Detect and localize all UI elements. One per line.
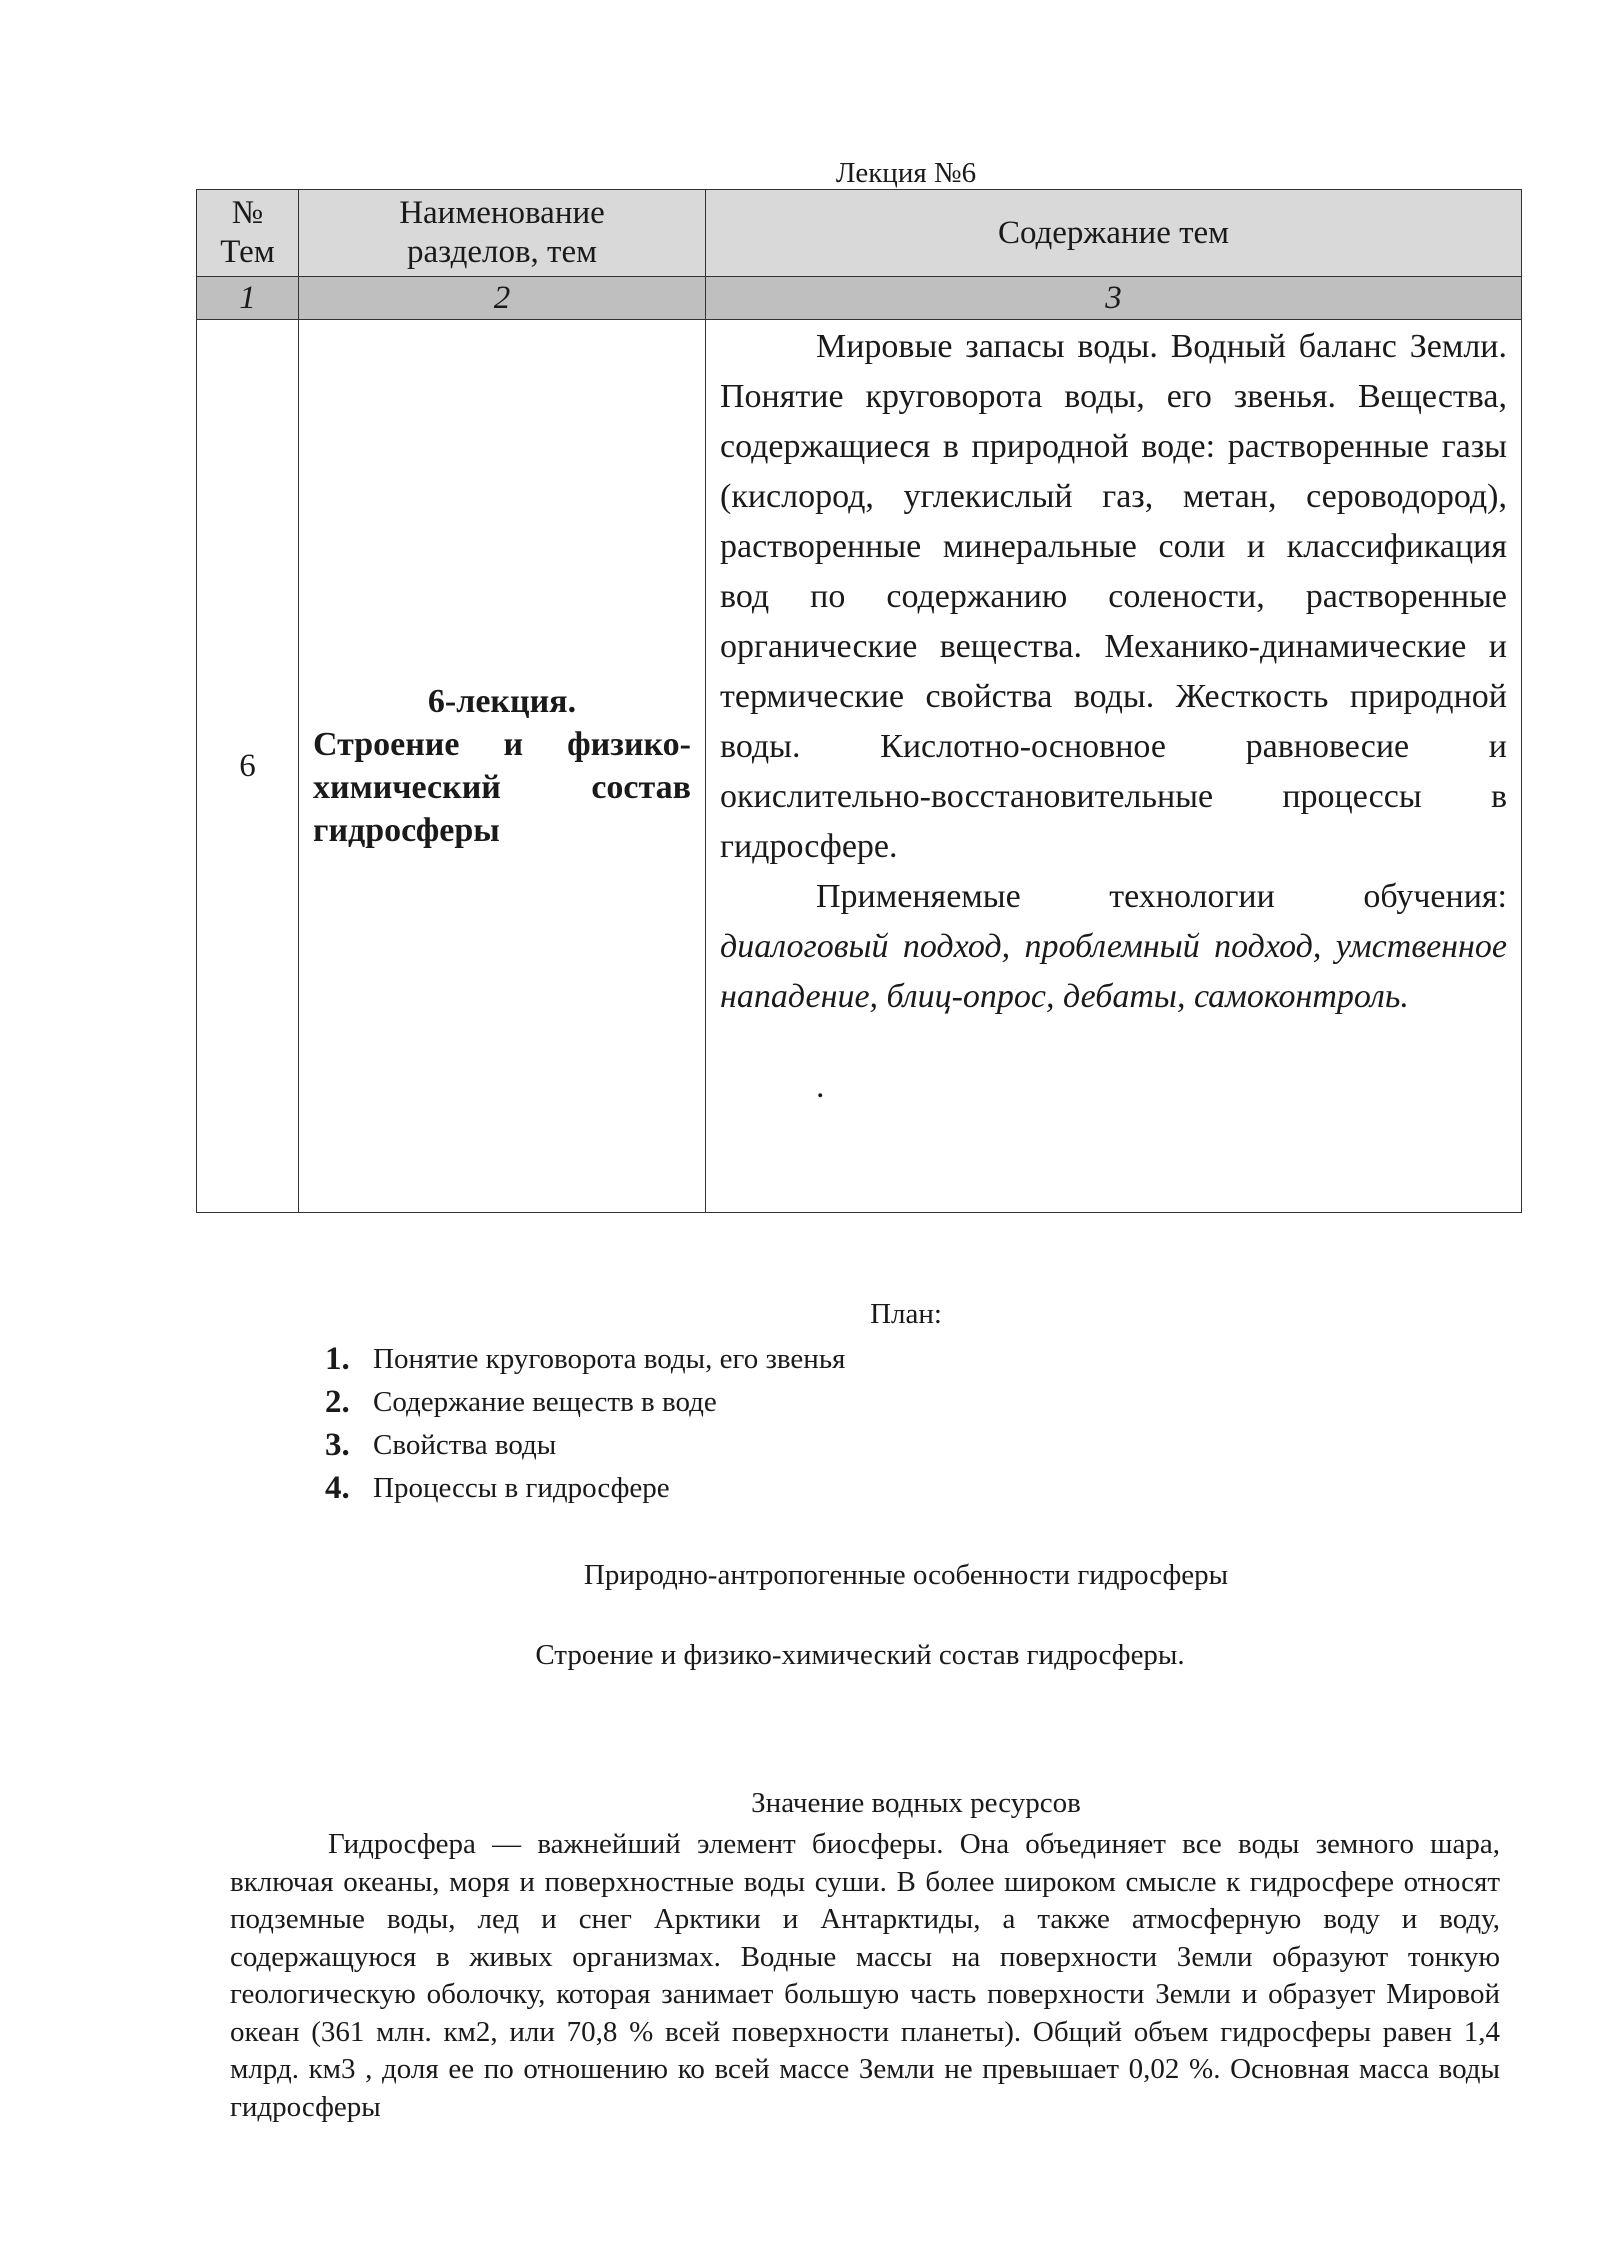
column-number-1: 1 [197,277,299,320]
table-row [197,320,1522,1213]
column-number-2: 2 [299,277,706,320]
plan-item-text: Понятие круговорота воды, его звенья [373,1343,846,1375]
plan-item-number: 3. [325,1427,350,1463]
plan-list [325,1338,845,1510]
section-title: Значение водных ресурсов [751,1787,1081,1819]
list-item [325,1338,845,1381]
topics-table [196,189,1522,1213]
plan-item-text: Процессы в гидросфере [373,1472,670,1504]
table-number-row [197,277,1522,320]
row-title-line: 6-лекция. [427,683,577,720]
subtitle-structure: Строение и физико-химический состав гидросферы. [535,1639,1185,1671]
content-paragraph: Мировые запасы воды. Водный баланс Земли. Понятие круговорота воды, его звенья. Вещества, содержащиеся в природной воде: растворенные газы (кислород, углекислый газ, метан, сероводород), растворенные минеральные соли и классификация вод по содержанию солености, растворенные органические вещества. Механико-динамические и термические свойства воды. Жесткость природной воды. Кислотно-основное равновесие и окислительно-восстановительные процессы в гидросфере. [720,328,1507,865]
row-title-line: Строение и физико- [313,726,691,763]
table-header-row [197,190,1522,277]
technologies-lead: Применяемые технологии обучения: [816,878,1507,915]
technologies-paragraph [720,872,1507,1022]
plan-item-number: 2. [325,1384,350,1420]
row-title-line: гидросферы [313,812,500,849]
row-title-line: химический состав [313,769,691,806]
list-item [325,1381,845,1424]
body-text: Гидросфера — важнейший элемент биосферы. Она объединяет все воды земного шара, включая океаны, моря и поверхностные воды суши. В более широком смысле к гидросфере относят подземные воды, лед и снег Арктики и Антарктиды, а также атмосферную воду и воду, содержащуюся в живых организмах. Водные массы на поверхности Земли образуют тонкую геологическую оболочку, которая занимает большую часть поверхности Земли и образует Мировой океан (361 млн. км2, или 70,8 % всей поверхности планеты). Общий объем гидросферы равен 1,4 млрд. км3 , доля ее по отношению ко всей массе Земли не превышает 0,02 %. Основная масса воды гидросферы [230,1828,1500,2123]
plan-item-number: 1. [325,1341,350,1377]
plan-item-number: 4. [325,1470,350,1506]
list-item [325,1424,845,1467]
content-dot: . [816,1068,825,1105]
plan-item-text: Свойства воды [373,1429,557,1461]
subtitle-features: Природно-антропогенные особенности гидросферы [583,1559,1229,1591]
list-item [325,1467,845,1510]
body-paragraph [230,1826,1500,2126]
header-content: Содержание тем [706,190,1522,277]
row-content [706,320,1522,1213]
header-topic-number: № Тем [197,190,299,277]
plan-title: План: [870,1298,942,1330]
plan-item-text: Содержание веществ в воде [373,1386,717,1418]
row-topic-number: 6 [197,320,299,1213]
row-section-title [299,320,706,1213]
technologies-list: диалоговый подход, проблемный подход, умственное нападение, блиц-опрос, дебаты, самоконтроль. [720,928,1507,1015]
column-number-3: 3 [706,277,1522,320]
lecture-title: Лекция №6 [835,157,977,189]
header-section-name: Наименование разделов, тем [299,190,706,277]
